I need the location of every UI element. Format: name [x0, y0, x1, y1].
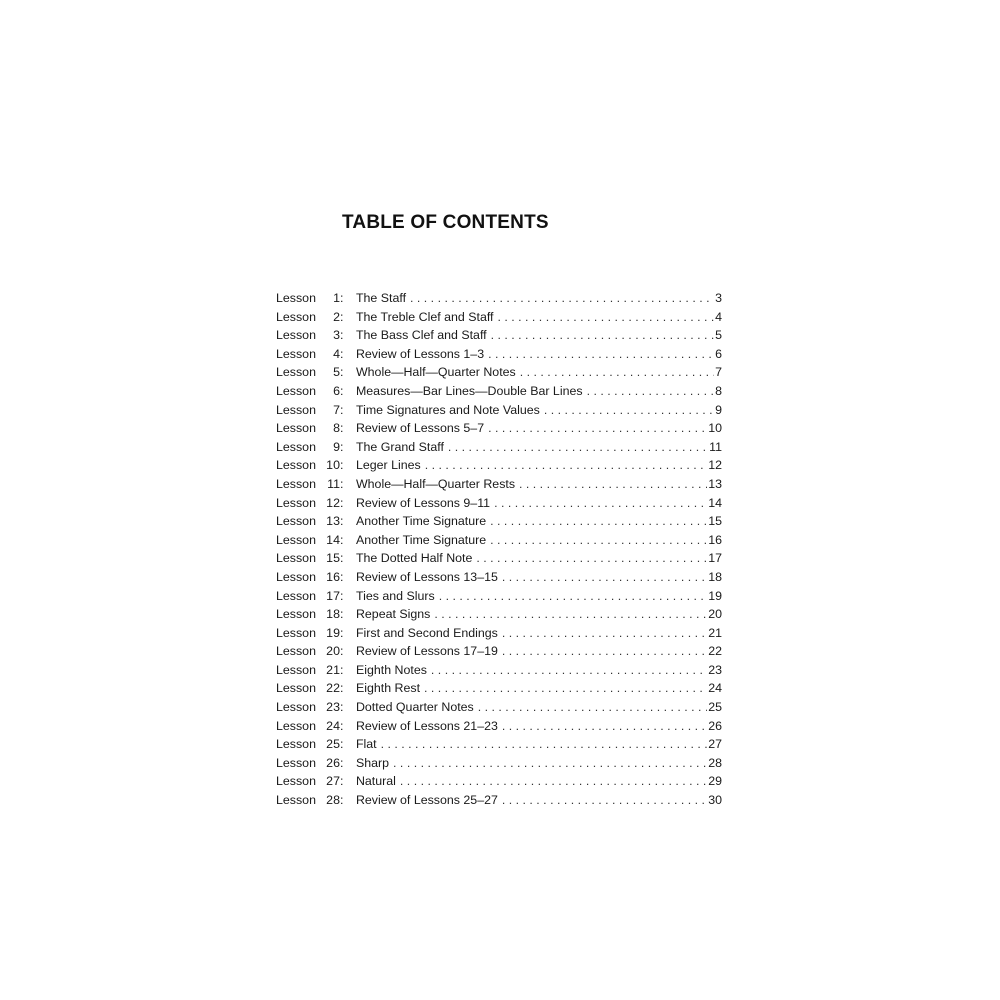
lesson-title: Review of Lessons 25–27 [355, 793, 498, 808]
lesson-word: Lesson [276, 662, 316, 677]
toc-entry-lesson-2 [276, 308, 722, 327]
lesson-number: 6 [333, 383, 340, 398]
page-number: 6 [715, 346, 722, 361]
lesson-label [276, 568, 346, 587]
page-number: 24 [708, 681, 722, 696]
lesson-number: 25 [326, 737, 340, 752]
lesson-colon: : [339, 514, 344, 529]
lesson-word: Lesson [276, 793, 316, 808]
page-number: 13 [708, 476, 722, 491]
toc-entry-lesson-16 [276, 568, 722, 587]
lesson-colon: : [339, 365, 344, 380]
lesson-number: 5 [333, 365, 340, 380]
toc-entry-lesson-20 [276, 642, 722, 661]
lesson-colon: : [339, 755, 344, 770]
lesson-colon: : [339, 346, 344, 361]
dot-leader [381, 735, 708, 754]
dot-leader [490, 512, 707, 531]
dot-leader [519, 475, 707, 494]
lesson-label [276, 754, 346, 773]
lesson-label [276, 549, 346, 568]
dot-leader [494, 494, 707, 513]
dot-leader [431, 661, 707, 680]
lesson-colon: : [339, 328, 344, 343]
lesson-colon: : [339, 402, 344, 417]
toc-entry-lesson-27 [276, 772, 722, 791]
dot-leader [502, 791, 707, 810]
page-number: 9 [715, 402, 722, 417]
lesson-title: Repeat Signs [355, 607, 431, 622]
lesson-colon: : [339, 495, 344, 510]
lesson-number: 9 [333, 439, 340, 454]
lesson-title: Whole—Half—Quarter Rests [355, 476, 516, 491]
dot-leader [488, 345, 714, 364]
lesson-label [276, 363, 346, 382]
lesson-title: Eighth Rest [355, 681, 421, 696]
lesson-colon: : [339, 718, 344, 733]
page-number: 23 [708, 662, 722, 677]
page-number: 14 [708, 495, 722, 510]
lesson-word: Lesson [276, 495, 316, 510]
dot-leader [434, 605, 707, 624]
lesson-number: 26 [326, 755, 340, 770]
page-number: 12 [708, 458, 722, 473]
page-number: 7 [715, 365, 722, 380]
dot-leader [502, 717, 707, 736]
lesson-colon: : [339, 700, 344, 715]
dot-leader [478, 698, 707, 717]
lesson-number: 20 [326, 644, 340, 659]
lesson-word: Lesson [276, 346, 316, 361]
dot-leader [587, 382, 715, 401]
toc-entry-lesson-15 [276, 549, 722, 568]
lesson-word: Lesson [276, 439, 316, 454]
lesson-label [276, 791, 346, 810]
page-number: 21 [708, 625, 722, 640]
dot-leader [498, 308, 715, 327]
lesson-colon: : [339, 532, 344, 547]
lesson-title: Review of Lessons 17–19 [355, 644, 498, 659]
lesson-label [276, 419, 346, 438]
lesson-word: Lesson [276, 700, 316, 715]
lesson-number: 24 [326, 718, 340, 733]
lesson-word: Lesson [276, 383, 316, 398]
lesson-label [276, 717, 346, 736]
lesson-word: Lesson [276, 625, 316, 640]
page-number: 26 [708, 718, 722, 733]
dot-leader [448, 438, 708, 457]
lesson-number: 27 [326, 774, 340, 789]
lesson-word: Lesson [276, 532, 316, 547]
lesson-title: Review of Lessons 13–15 [355, 569, 498, 584]
lesson-colon: : [339, 774, 344, 789]
lesson-label [276, 308, 346, 327]
lesson-colon: : [339, 383, 344, 398]
lesson-label [276, 735, 346, 754]
toc-entry-lesson-10 [276, 456, 722, 475]
lesson-word: Lesson [276, 402, 316, 417]
dot-leader [400, 772, 707, 791]
lesson-word: Lesson [276, 755, 316, 770]
lesson-word: Lesson [276, 774, 316, 789]
lesson-label [276, 401, 346, 420]
toc-entry-lesson-6 [276, 382, 722, 401]
lesson-number: 14 [326, 532, 340, 547]
lesson-colon: : [339, 588, 344, 603]
toc-entry-lesson-22 [276, 679, 722, 698]
lesson-label [276, 679, 346, 698]
toc-entry-lesson-23 [276, 698, 722, 717]
lesson-label [276, 642, 346, 661]
page-number: 27 [708, 737, 722, 752]
toc-entry-lesson-12 [276, 494, 722, 513]
lesson-word: Lesson [276, 458, 316, 473]
lesson-label [276, 531, 346, 550]
lesson-colon: : [339, 421, 344, 436]
toc-entry-lesson-19 [276, 624, 722, 643]
lesson-colon: : [339, 625, 344, 640]
dot-leader [502, 568, 707, 587]
lesson-number: 12 [326, 495, 340, 510]
page-number: 25 [708, 700, 722, 715]
lesson-number: 3 [333, 328, 340, 343]
lesson-word: Lesson [276, 365, 316, 380]
lesson-title: Review of Lessons 9–11 [355, 495, 491, 510]
lesson-number: 16 [326, 569, 340, 584]
lesson-title: Natural [355, 774, 396, 789]
page-number: 10 [708, 421, 722, 436]
toc-entry-lesson-1 [276, 289, 722, 308]
lesson-title: The Treble Clef and Staff [355, 309, 494, 324]
lesson-title: Measures—Bar Lines—Double Bar Lines [355, 383, 583, 398]
dot-leader [502, 642, 707, 661]
lesson-number: 13 [326, 514, 340, 529]
lesson-title: Review of Lessons 1–3 [355, 346, 485, 361]
lesson-title: Sharp [355, 755, 390, 770]
lesson-label [276, 772, 346, 791]
lesson-label [276, 326, 346, 345]
toc-list [276, 289, 722, 810]
lesson-title: Dotted Quarter Notes [355, 700, 474, 715]
page-number: 15 [708, 514, 722, 529]
dot-leader [490, 531, 707, 550]
page-number: 28 [708, 755, 722, 770]
toc-entry-lesson-14 [276, 531, 722, 550]
toc-entry-lesson-8 [276, 419, 722, 438]
lesson-label [276, 512, 346, 531]
lesson-colon: : [339, 291, 344, 305]
page-number: 29 [708, 774, 722, 789]
lesson-colon: : [339, 458, 344, 473]
dot-leader [520, 363, 714, 382]
lesson-colon: : [339, 476, 344, 491]
lesson-word: Lesson [276, 309, 316, 324]
toc-entry-lesson-17 [276, 587, 722, 606]
lesson-word: Lesson [276, 644, 316, 659]
lesson-word: Lesson [276, 514, 316, 529]
lesson-label [276, 382, 346, 401]
lesson-colon: : [339, 793, 344, 808]
lesson-title: Ties and Slurs [355, 588, 435, 603]
lesson-number: 19 [326, 625, 340, 640]
toc-entry-lesson-9 [276, 438, 722, 457]
lesson-label [276, 605, 346, 624]
lesson-colon: : [339, 309, 344, 324]
dot-leader [476, 549, 707, 568]
dot-leader [424, 679, 707, 698]
page-title: TABLE OF CONTENTS [342, 212, 549, 233]
lesson-word: Lesson [276, 421, 316, 436]
page-number: 18 [708, 569, 722, 584]
lesson-number: 23 [326, 700, 340, 715]
toc-entry-lesson-21 [276, 661, 722, 680]
lesson-label [276, 289, 346, 308]
lesson-word: Lesson [276, 551, 316, 566]
lesson-label [276, 438, 346, 457]
lesson-number: 22 [326, 681, 340, 696]
toc-entry-lesson-18 [276, 605, 722, 624]
lesson-number: 10 [326, 458, 340, 473]
toc-entry-lesson-26 [276, 754, 722, 773]
lesson-colon: : [339, 681, 344, 696]
lesson-colon: : [339, 551, 344, 566]
lesson-title: The Grand Staff [355, 439, 444, 454]
lesson-number: 11 [327, 476, 340, 491]
dot-leader [488, 419, 707, 438]
lesson-number: 4 [333, 346, 340, 361]
page-number: 20 [708, 607, 722, 622]
page-number: 4 [715, 309, 722, 324]
lesson-word: Lesson [276, 291, 316, 305]
toc-entry-lesson-3 [276, 326, 722, 345]
lesson-label [276, 475, 346, 494]
lesson-colon: : [339, 662, 344, 677]
lesson-word: Lesson [276, 607, 316, 622]
lesson-colon: : [339, 439, 344, 454]
lesson-colon: : [339, 644, 344, 659]
lesson-number: 17 [326, 588, 340, 603]
toc-entry-lesson-11 [276, 475, 722, 494]
lesson-colon: : [339, 569, 344, 584]
lesson-label [276, 494, 346, 513]
lesson-word: Lesson [276, 476, 316, 491]
lesson-word: Lesson [276, 718, 316, 733]
page-number: 16 [708, 532, 722, 547]
toc-entry-lesson-7 [276, 401, 722, 420]
page-number: 19 [708, 588, 722, 603]
lesson-label [276, 456, 346, 475]
lesson-word: Lesson [276, 737, 316, 752]
lesson-number: 18 [326, 607, 340, 622]
lesson-title: Time Signatures and Note Values [355, 402, 540, 417]
page-number: 22 [708, 644, 722, 659]
lesson-title: The Staff [355, 291, 407, 305]
lesson-colon: : [339, 607, 344, 622]
lesson-title: Review of Lessons 21–23 [355, 718, 498, 733]
lesson-title: The Bass Clef and Staff [355, 328, 487, 343]
toc-entry-lesson-13 [276, 512, 722, 531]
lesson-number: 15 [326, 551, 340, 566]
lesson-colon: : [339, 737, 344, 752]
page-number: 8 [715, 383, 722, 398]
toc-entry-lesson-24 [276, 717, 722, 736]
toc-entry-lesson-28 [276, 791, 722, 810]
lesson-label [276, 624, 346, 643]
lesson-number: 1 [333, 291, 340, 305]
toc-entry-lesson-4 [276, 345, 722, 364]
page-number: 5 [715, 328, 722, 343]
page-number: 17 [708, 551, 722, 566]
dot-leader [425, 456, 707, 475]
lesson-word: Lesson [276, 328, 316, 343]
lesson-label [276, 698, 346, 717]
lesson-label [276, 587, 346, 606]
lesson-title: Review of Lessons 5–7 [355, 421, 485, 436]
lesson-number: 28 [326, 793, 340, 808]
lesson-word: Lesson [276, 681, 316, 696]
lesson-number: 7 [333, 402, 340, 417]
lesson-word: Lesson [276, 588, 316, 603]
lesson-label [276, 661, 346, 680]
lesson-label [276, 345, 346, 364]
lesson-word: Lesson [276, 569, 316, 584]
dot-leader [439, 587, 707, 606]
lesson-title: Eighth Notes [355, 662, 427, 677]
lesson-number: 8 [333, 421, 340, 436]
lesson-number: 2 [333, 309, 340, 324]
lesson-title: Flat [355, 737, 377, 752]
page-number: 30 [708, 793, 722, 808]
page-number: 11 [709, 439, 722, 454]
lesson-title: The Dotted Half Note [355, 551, 473, 566]
dot-leader [410, 289, 714, 308]
dot-leader [544, 401, 714, 420]
lesson-title: Whole—Half—Quarter Notes [355, 365, 516, 380]
toc-entry-lesson-25 [276, 735, 722, 754]
lesson-title: Another Time Signature [355, 532, 487, 547]
lesson-title: First and Second Endings [355, 625, 498, 640]
dot-leader [502, 624, 707, 643]
toc-entry-lesson-5 [276, 363, 722, 382]
dot-leader [393, 754, 707, 773]
page-number: 3 [715, 291, 722, 305]
dot-leader [491, 326, 714, 345]
lesson-title: Another Time Signature [355, 514, 487, 529]
lesson-number: 21 [326, 662, 340, 677]
lesson-title: Leger Lines [355, 458, 421, 473]
